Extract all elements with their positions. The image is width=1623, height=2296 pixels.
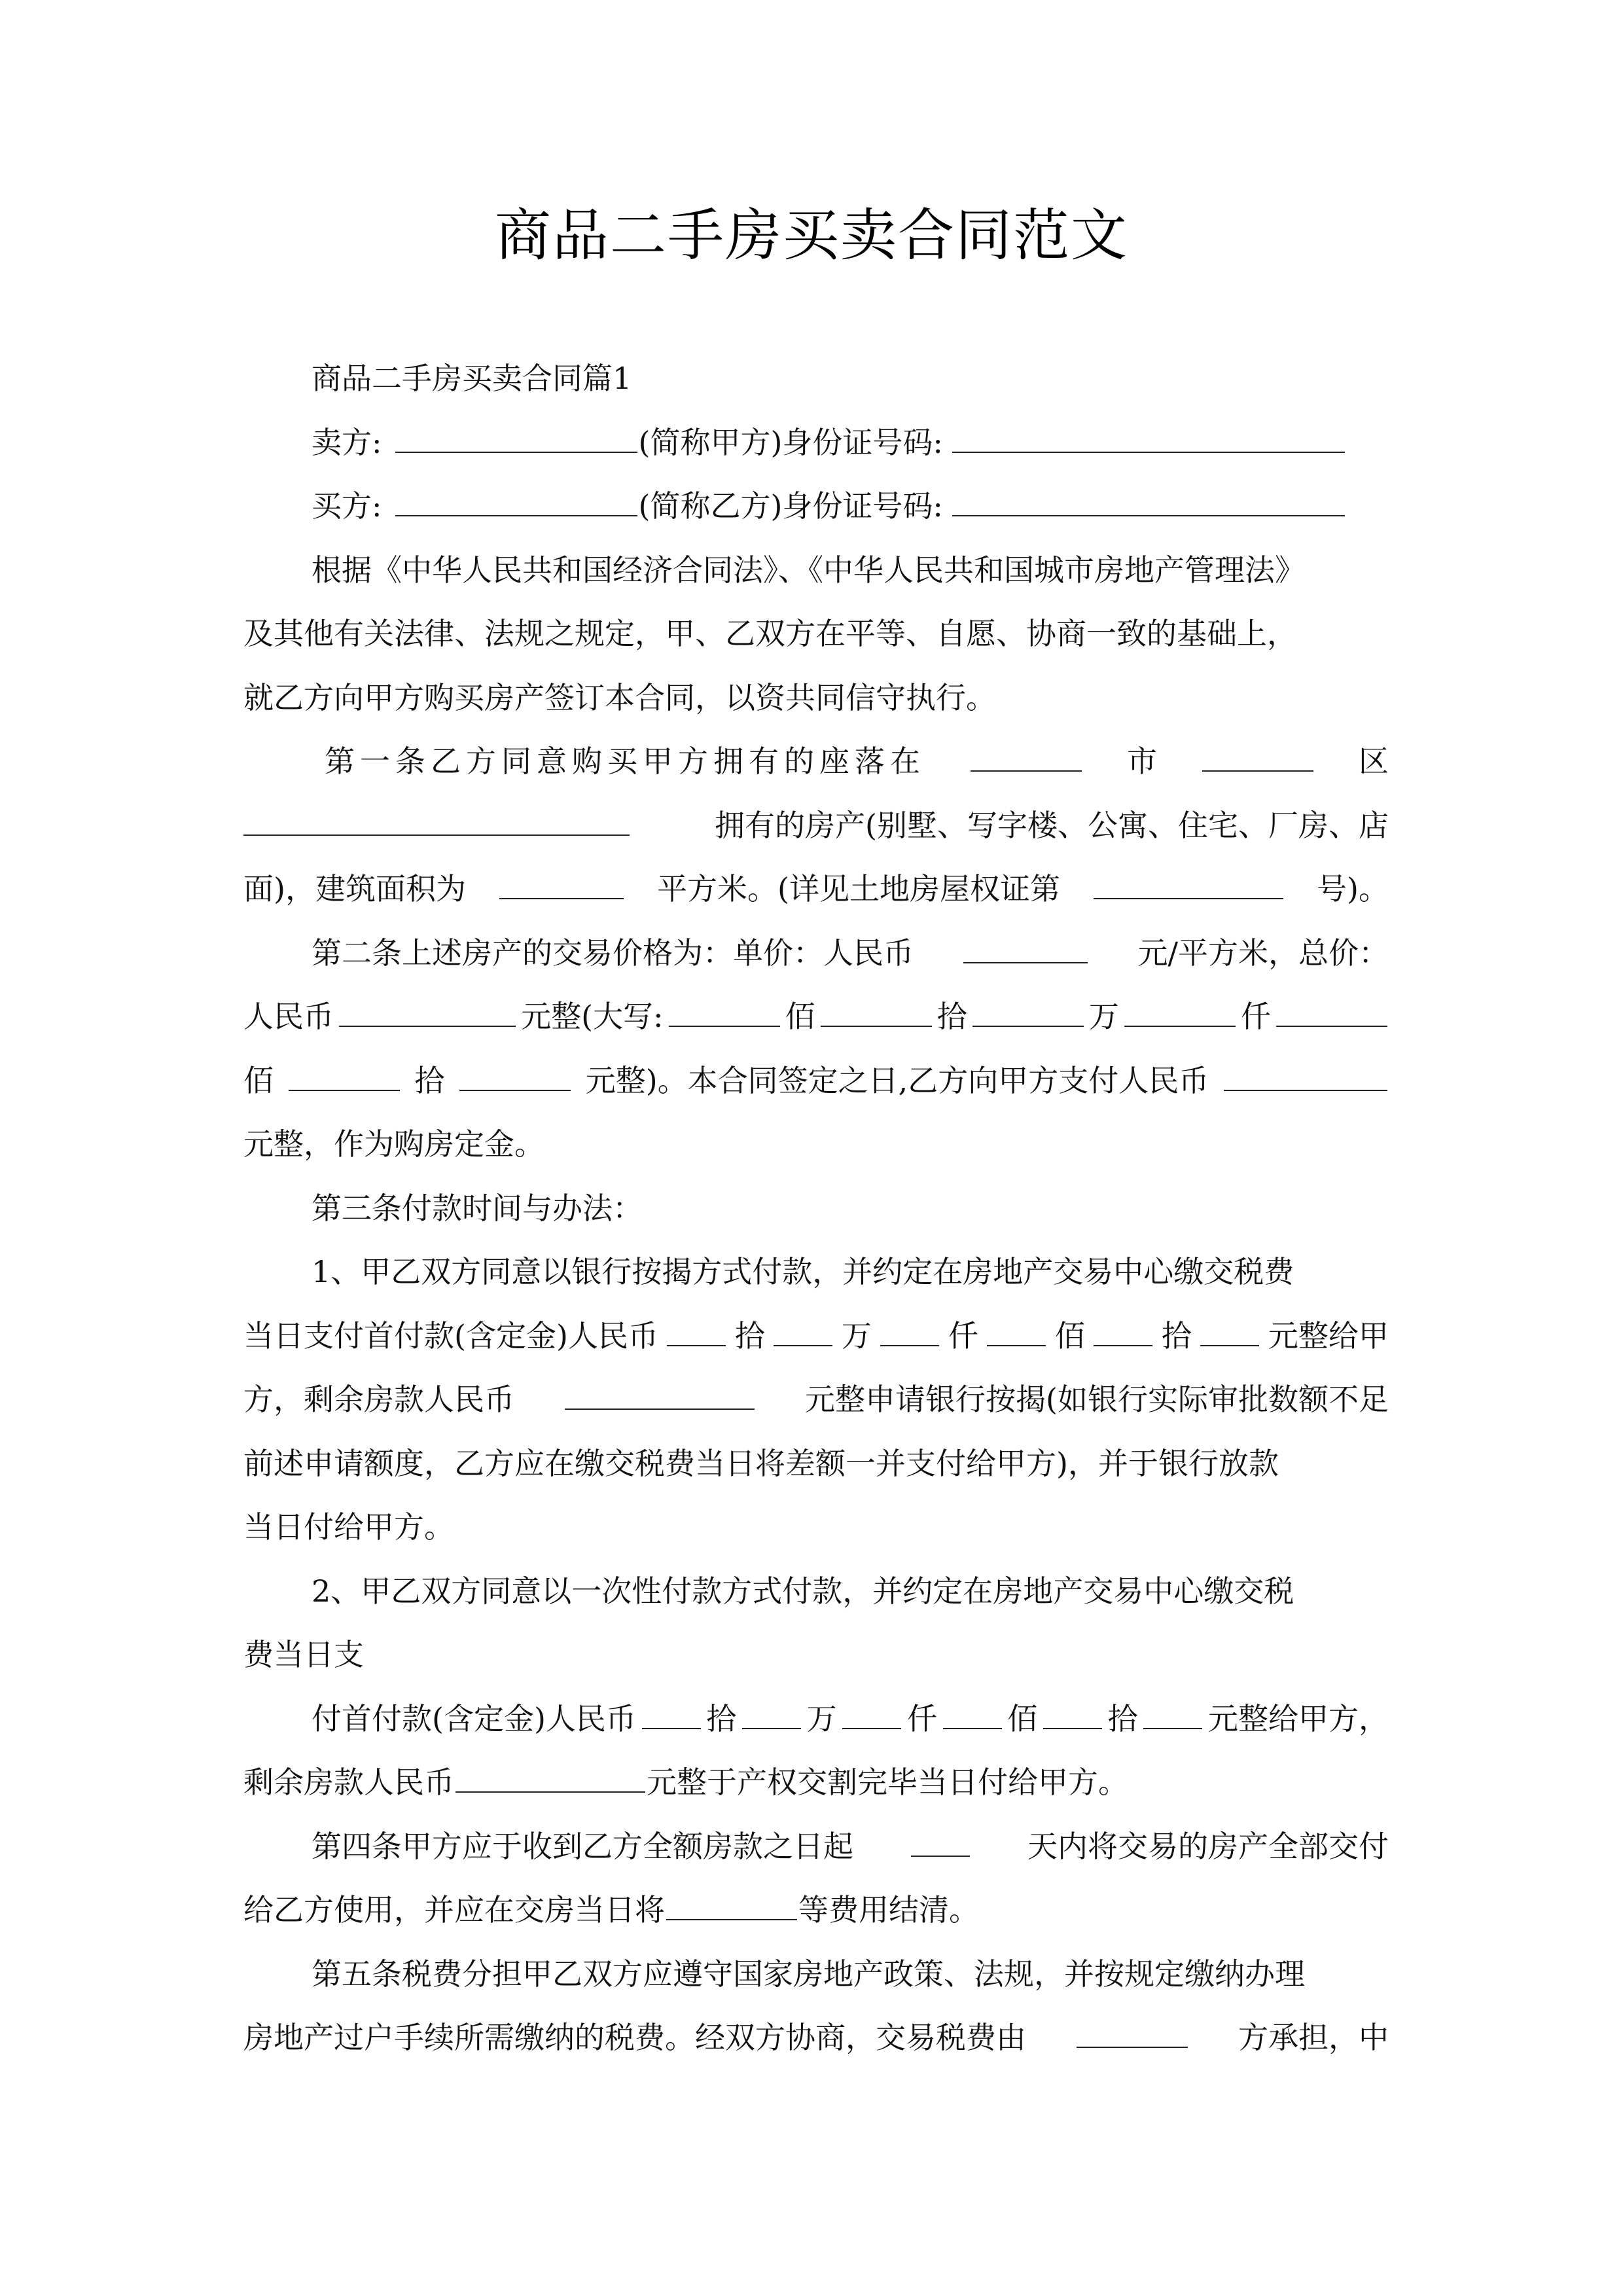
preamble-line-2: 及其他有关法律、法规之规定，甲、乙双方在平等、自愿、协商一致的基础上， bbox=[243, 616, 1297, 651]
down-payment-unit-blank[interactable] bbox=[1200, 1344, 1259, 1346]
buyer-id-blank[interactable] bbox=[952, 514, 1345, 516]
article3-item2-line-1: 2、甲乙双方同意以一次性付款方式付款，并约定在房地产交易中心缴交税 bbox=[312, 1573, 1294, 1609]
total-ten-blank[interactable] bbox=[289, 1089, 400, 1091]
article2-line-3: 佰 拾 元整)。本合同签定之日,乙方向甲方支付人民币 bbox=[243, 1049, 1389, 1113]
total-price-blank[interactable] bbox=[339, 1025, 516, 1027]
seller-line: 卖方: (简称甲方)身份证号码: bbox=[243, 411, 1389, 475]
lump-sum-unit-blank[interactable] bbox=[1143, 1727, 1202, 1729]
total-hundred-million-blank[interactable] bbox=[669, 1025, 780, 1027]
mortgage-amount-blank[interactable] bbox=[565, 1408, 755, 1410]
article4-line-1: 第四条甲方应于收到乙方全额房款之日起 天内将交易的房产全部交付 bbox=[312, 1828, 1389, 1864]
article3-item1-line-4: 前述申请额度，乙方应在缴交税费当日将差额一并支付给甲方)，并于银行放款 bbox=[243, 1445, 1279, 1481]
total-ten-million-blank[interactable] bbox=[821, 1025, 932, 1027]
document-body bbox=[243, 347, 1389, 2070]
preamble-line-3: 就乙方向甲方购买房产签订本合同，以资共同信守执行。 bbox=[243, 679, 996, 715]
down-payment-ten-thousand-blank[interactable] bbox=[774, 1344, 832, 1346]
tax-party-blank[interactable] bbox=[1077, 2046, 1188, 2048]
article3-heading: 第三条付款时间与办法： bbox=[312, 1190, 643, 1226]
down-payment-ten-blank[interactable] bbox=[1094, 1344, 1152, 1346]
total-thousand-blank[interactable] bbox=[1124, 1025, 1236, 1027]
article4-line-2: 给乙方使用，并应在交房当日将 等费用结清。 bbox=[243, 1892, 979, 1928]
article1-line-1: 第一条乙方同意购买甲方拥有的座落在 市 区 bbox=[325, 744, 1389, 779]
article3-item2-line-4: 剩余房款人民币 元整于产权交割完毕当日付给甲方。 bbox=[243, 1765, 1128, 1800]
article5-line-1: 第五条税费分担甲乙双方应遵守国家房地产政策、法规，并按规定缴纳办理 bbox=[312, 1956, 1305, 1992]
seller-id-blank[interactable] bbox=[952, 451, 1345, 453]
down-payment-hundred-thousand-blank[interactable] bbox=[667, 1344, 726, 1346]
article3-item1-line-3: 方，剩余房款人民币 元整申请银行按揭(如银行实际审批数额不足 bbox=[243, 1382, 1389, 1417]
area-blank[interactable] bbox=[499, 897, 624, 899]
article3-item1-line-5: 当日付给甲方。 bbox=[243, 1509, 454, 1545]
seller-name-blank[interactable] bbox=[395, 451, 637, 453]
article3-item2-line-3: 付首付款(含定金)人民币 拾 万 仟 佰 拾 元整给甲方， bbox=[312, 1700, 1389, 1736]
section-subtitle: 商品二手房买卖合同篇1 bbox=[312, 361, 632, 396]
unit-price-blank[interactable] bbox=[963, 961, 1088, 963]
article3-item2-line-2: 费当日支 bbox=[243, 1637, 364, 1672]
fees-blank[interactable] bbox=[666, 1918, 797, 1920]
lump-sum-hundred-blank[interactable] bbox=[943, 1727, 1002, 1729]
article2-line-1: 第二条上述房产的交易价格为：单价：人民币 元/平方米，总价： bbox=[312, 935, 1389, 971]
article2-line-4: 元整，作为购房定金。 bbox=[243, 1126, 544, 1162]
document-title: 商品二手房买卖合同范文 bbox=[495, 203, 1128, 268]
article3-item1-line-2: 当日支付首付款(含定金)人民币 拾 万 仟 佰 拾 元整给甲 bbox=[243, 1318, 1389, 1354]
delivery-days-blank[interactable] bbox=[911, 1855, 970, 1857]
buyer-line: 买方: (简称乙方)身份证号码: bbox=[243, 475, 1389, 539]
address-blank[interactable] bbox=[243, 834, 630, 836]
deposit-blank[interactable] bbox=[1224, 1089, 1387, 1091]
preamble-line-1: 根据《中华人民共和国经济合同法》、《中华人民共和国城市房地产管理法》 bbox=[312, 552, 1305, 588]
total-ten-thousand-blank[interactable] bbox=[972, 1025, 1084, 1027]
district-blank[interactable] bbox=[1202, 770, 1313, 772]
certificate-number-blank[interactable] bbox=[1094, 897, 1283, 899]
lump-sum-ten-thousand-blank[interactable] bbox=[742, 1727, 801, 1729]
city-blank[interactable] bbox=[971, 770, 1082, 772]
buyer-name-blank[interactable] bbox=[395, 514, 637, 516]
total-hundred-blank[interactable] bbox=[1276, 1025, 1387, 1027]
lump-sum-thousand-blank[interactable] bbox=[842, 1727, 901, 1729]
article5-line-2: 房地产过户手续所需缴纳的税费。经双方协商，交易税费由 方承担，中 bbox=[243, 2020, 1389, 2055]
article3-item1-line-1: 1、甲乙双方同意以银行按揭方式付款，并约定在房地产交易中心缴交税费 bbox=[312, 1254, 1294, 1289]
lump-sum-hundred-thousand-blank[interactable] bbox=[642, 1727, 701, 1729]
article1-line-3: 面)，建筑面积为 平方米。(详见土地房屋权证第 号)。 bbox=[243, 871, 1389, 906]
lump-sum-ten-blank[interactable] bbox=[1043, 1727, 1102, 1729]
down-payment-hundred-blank[interactable] bbox=[987, 1344, 1046, 1346]
article1-line-2: 拥有的房产(别墅、写字楼、公寓、住宅、厂房、店 bbox=[243, 794, 1389, 858]
total-unit-blank[interactable] bbox=[459, 1089, 571, 1091]
down-payment-thousand-blank[interactable] bbox=[880, 1344, 939, 1346]
remaining-payment-blank[interactable] bbox=[455, 1791, 645, 1793]
article2-line-2: 人民币 元整(大写: 佰 拾 万 仟 bbox=[243, 985, 1389, 1049]
